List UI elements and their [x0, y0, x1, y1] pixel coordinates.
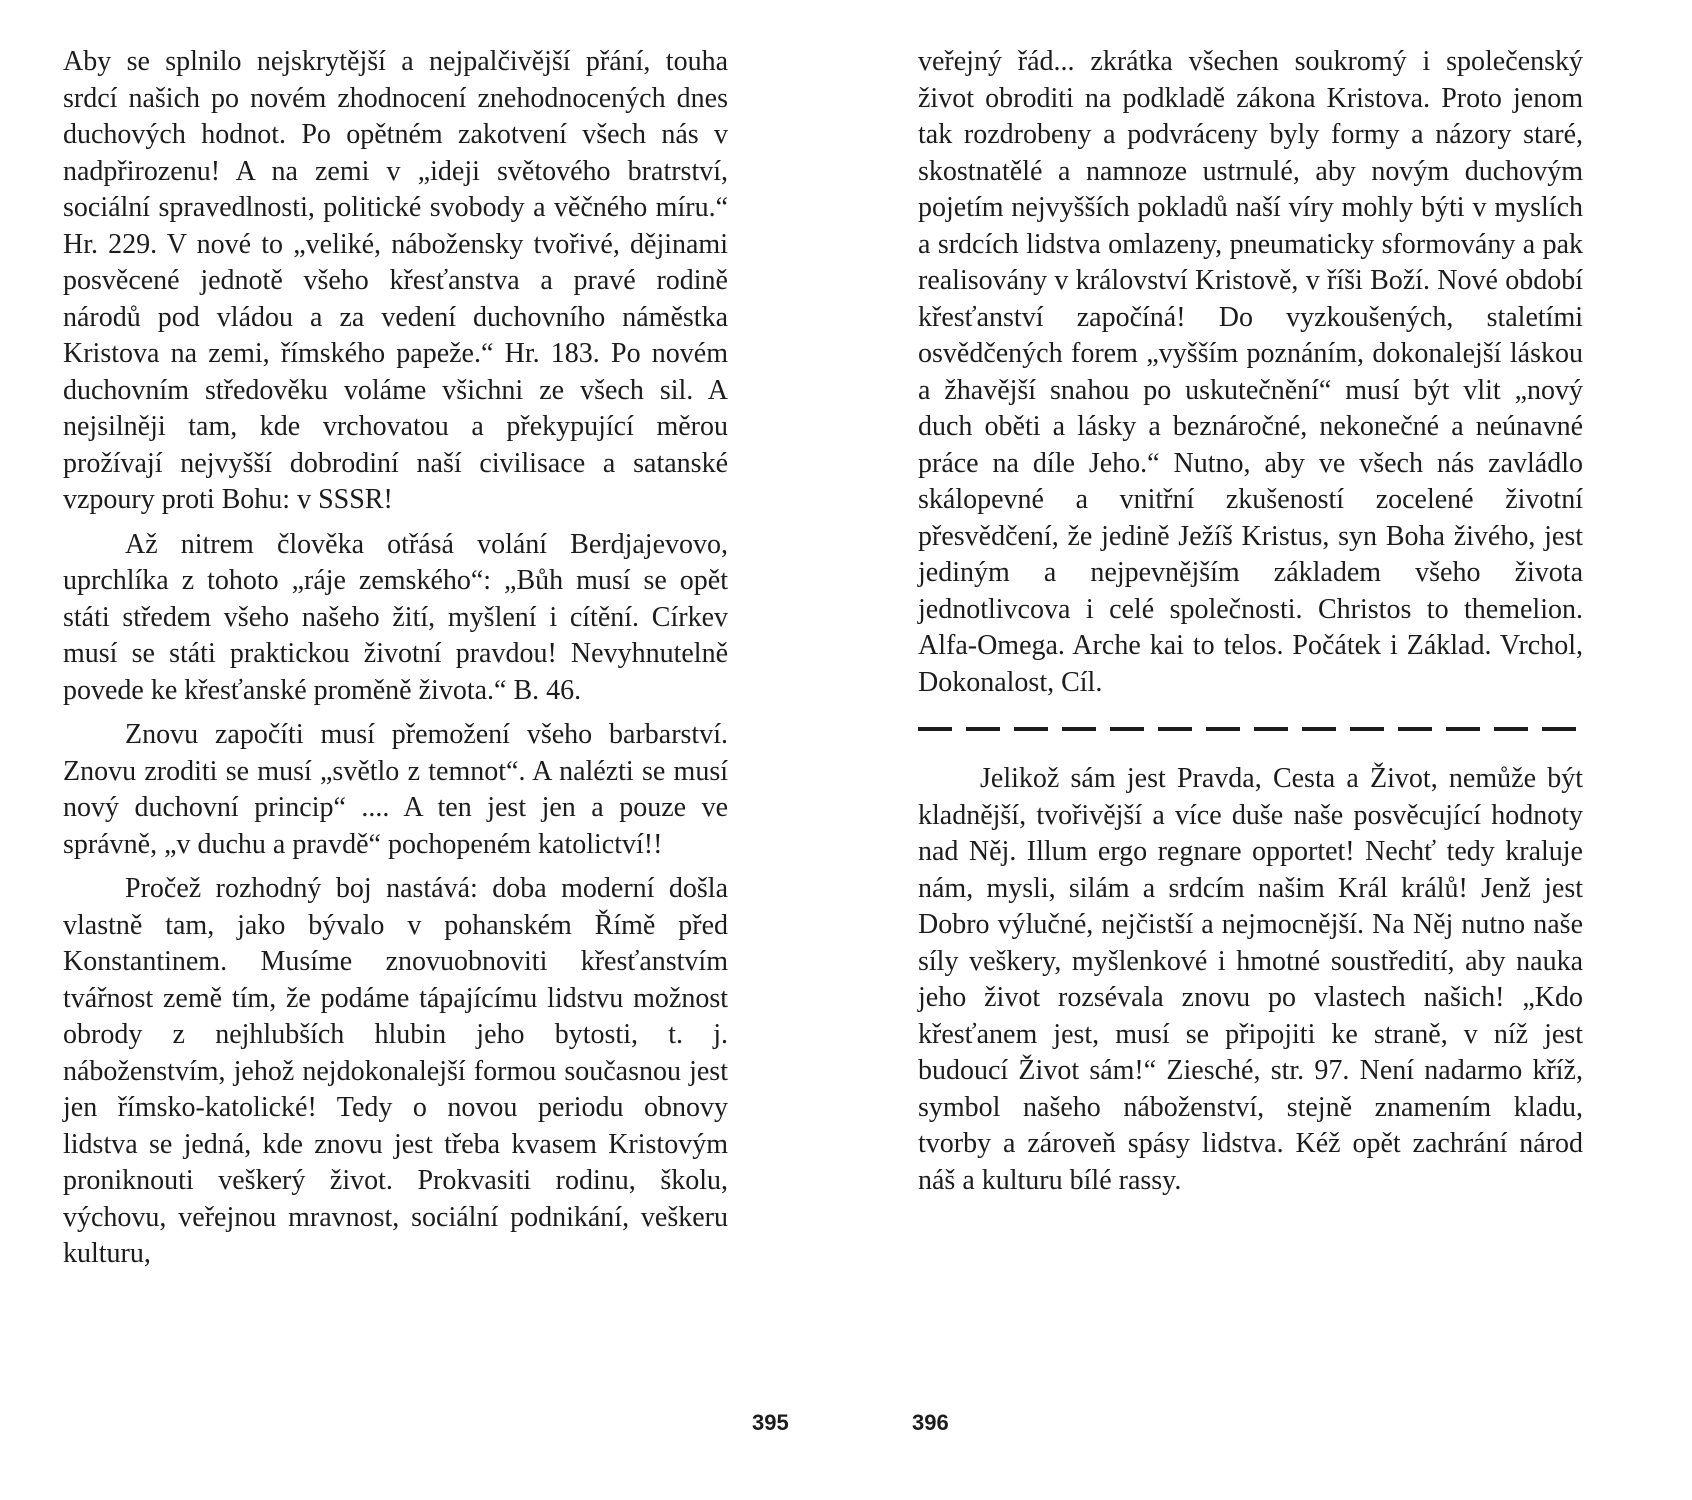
- left-paragraph-1: Aby se splnilo nejskrytější a nejpalčivější přání, touha srdcí našich po novém zhodnocení znehodnocených dnes duchových hodnot. Po opětném zakotvení všech nás v nadpřirozenu! A na zemi v „ideji světového bratrství, sociální spravedlnosti, politické svobody a věčného míru.“ Hr. 229. V nové to „veliké, nábožensky tvořivé, dějinami posvěcené jednotě všeho křesťanstva a pravé rodině národů pod vládou a za vedení duchovního náměstka Kristova na zemi, římského papeže.“ Hr. 183. Po novém duchovním středověku voláme všichni ze všech sil. A nejsilněji tam, kde vrchovatou a překypující měrou prožívají nejvyšší dobrodiní naší civilisace a satanské vzpoury proti Bohu: v SSSR!: [63, 46, 728, 515]
- page-number-left: 395: [752, 1410, 789, 1435]
- page-number-right: 396: [912, 1410, 949, 1435]
- right-paragraph-2: Jelikož sám jest Pravda, Cesta a Život, nemůže být kladnější, tvořivější a více duše naše posvěcující hodnoty nad Něj. Illum ergo regnare opportet! Nechť tedy kraluje nám, mysli, silám a srdcím našim Král králů! Jenž jest Dobro výlučné, nejčistší a nejmocnější. Na Něj nutno naše síly veškery, myšlenkové i hmotné soustředití, aby nauka jeho život rozsévala znovu po vlastech našich! „Kdo křesťanem jest, musí se připojiti ke straně, v níž jest budoucí Život sám!“ Ziesché, str. 97. Není nadarmo kříž, symbol našeho náboženství, stejně znamením kladu, tvorby a zároveň spásy lidstva. Kéž opět zachrání národ náš a kulturu bílé rassy.: [918, 763, 1583, 1196]
- left-paragraph-2: Až nitrem člověka otřásá volání Berdjajevovo, uprchlíka z tohoto „ráje zemského“: „Bůh musí se opět státi středem všeho našeho žití, myšlení i cítění. Církev musí se státi praktickou životní pravdou! Nevyhnutelně povede ke křesťanské proměně života.“ B. 46.: [63, 528, 728, 706]
- left-page: [63, 44, 728, 1281]
- right-paragraph-1: veřejný řád... zkrátka všechen soukromý i společenský život obroditi na podkladě zákona Kristova. Proto jenom tak rozdrobeny a podvráceny byly formy a názory staré, skostnatělé a namnoze ustrnulé, aby novým duchovým pojetím nejvyšších pokladů naší víry mohly býti v myslích a srdcích lidstva omlazeny, pneumaticky sformovány a pak realisovány v království Kristově, v říši Boží. Nové období křesťanství započíná! Do vyzkoušených, staletími osvědčených forem „vyšším poznáním, dokonalejší láskou a žhavější snahou po uskutečnění“ musí být vlit „nový duch oběti a lásky a beznáročné, nekonečné a neúnavné práce na díle Jeho.“ Nutno, aby ve všech nás zavládlo skálopevné a vnitřní zkušeností zocelené životní přesvědčení, že jedině Ježíš Kristus, syn Boha živého, jest jediným a nejpevnějším základem všeho života jednotlivcova i celé společnosti. Christos to themelion. Alfa-Omega. Arche kai to telos. Počátek i Základ. Vrchol, Dokonalost, Cíl.: [918, 46, 1583, 698]
- right-page: [918, 44, 1583, 1207]
- dashed-separator: [918, 727, 1583, 731]
- left-paragraph-4: Pročež rozhodný boj nastává: doba moderní došla vlastně tam, jako bývalo v pohanském Římě před Konstantinem. Musíme znovuobnoviti křesťanstvím tvářnost země tím, že podáme tápajícímu lidstvu možnost obrody z nejhlubších hlubin jeho bytosti, t. j. náboženstvím, jehož nejdokonalejší formou současnou jest jen římsko-katolické! Tedy o novou periodu obnovy lidstva se jedná, kde znovu jest třeba kvasem Kristovým proniknouti veškerý život. Prokvasiti rodinu, školu, výchovu, veřejnou mravnost, sociální podnikání, veškeru kulturu,: [63, 873, 728, 1269]
- left-paragraph-3: Znovu započíti musí přemožení všeho barbarství. Znovu zroditi se musí „světlo z temnot“. A nalézti se musí nový duchovní princip“ .... A ten jest jen a pouze ve správně, „v duchu a pravdě“ pochopeném katolictví!!: [63, 719, 728, 860]
